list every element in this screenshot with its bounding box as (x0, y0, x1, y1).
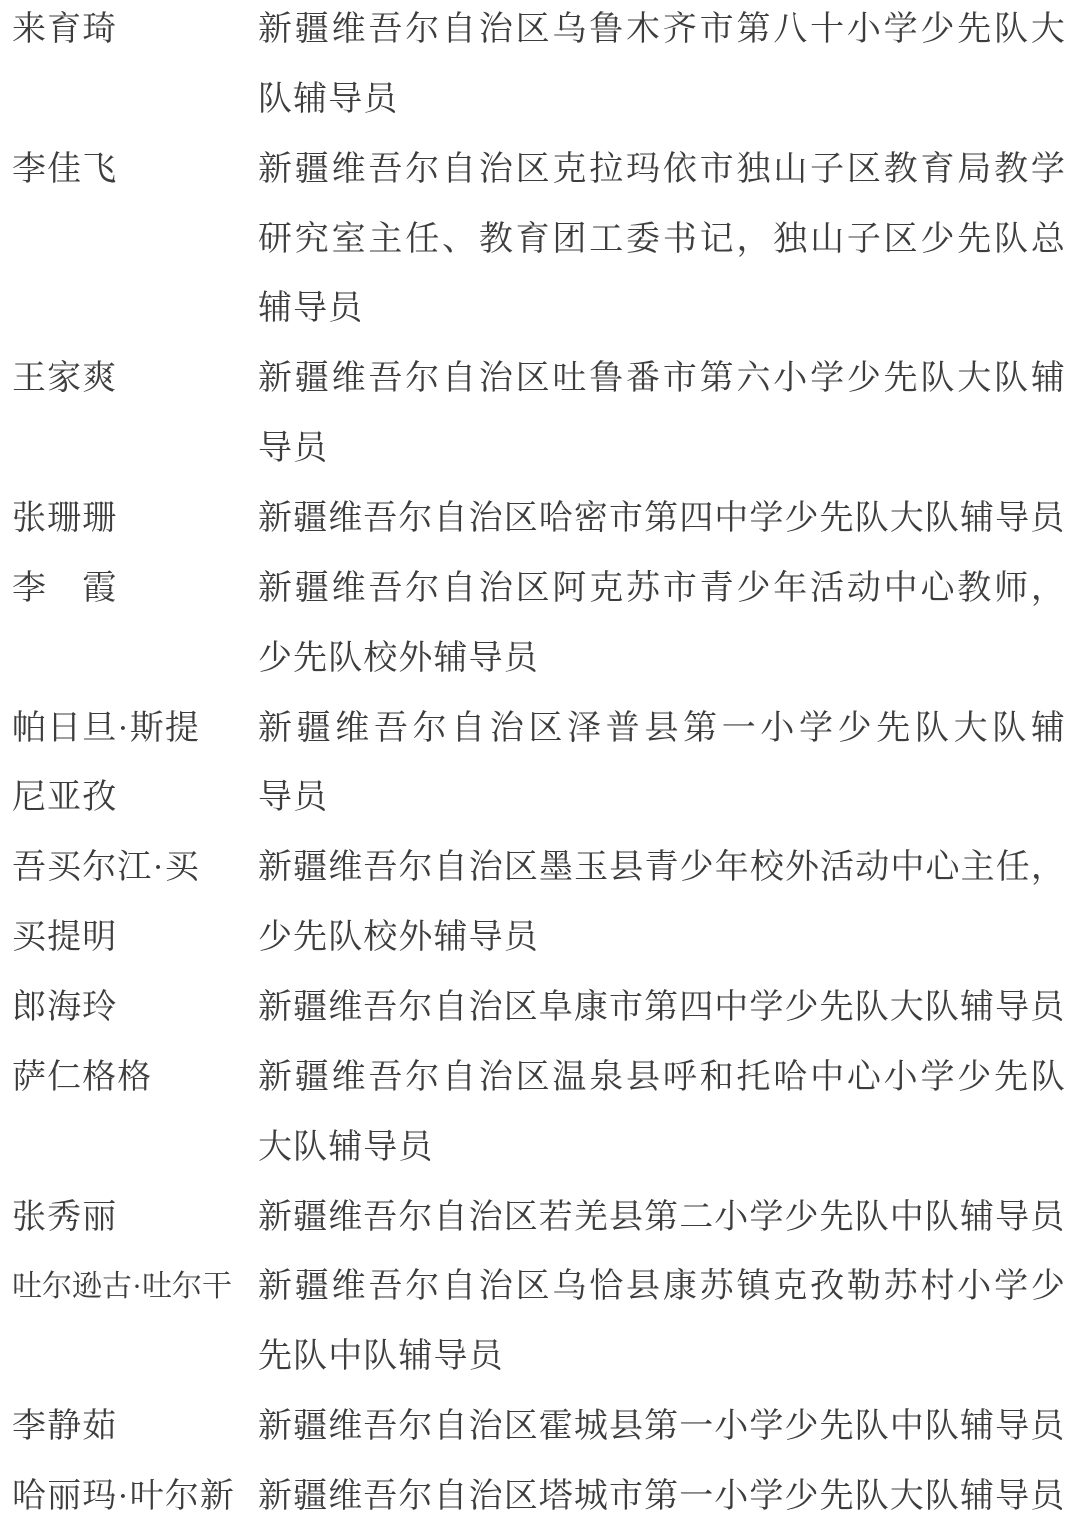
person-name-line: 哈丽玛·叶尔新 (12, 1478, 236, 1516)
person-title-line: 新疆维吾尔自治区霍城县第一小学少先队中队辅导员 (258, 1408, 1066, 1446)
person-title-line: 先队中队辅导员 (258, 1338, 504, 1376)
roster-entry (0, 1043, 1080, 1183)
person-title (258, 973, 1066, 1043)
person-title-line: 新疆维吾尔自治区哈密市第四中学少先队大队辅导员 (258, 500, 1066, 538)
roster-entry (0, 1462, 1080, 1524)
person-name-line: 李佳飞 (12, 150, 118, 188)
person-title-line: 导员 (258, 779, 329, 817)
person-name (0, 135, 258, 205)
person-title-line: 新疆维吾尔自治区墨玉县青少年校外活动中心主任， (258, 849, 1066, 887)
person-name-line: 萨仁格格 (12, 1058, 153, 1096)
roster-entry (0, 135, 1080, 345)
roster-entry (0, 0, 1080, 135)
person-name-line: 张珊珊 (12, 500, 118, 538)
person-name-line: 帕日旦·斯提 (12, 709, 200, 747)
person-title-line: 大队辅导员 (258, 1128, 434, 1166)
person-title-line: 新疆维吾尔自治区乌恰县康苏镇克孜勒苏村小学少 (258, 1268, 1066, 1306)
person-title-line: 新疆维吾尔自治区克拉玛依市独山子区教育局教学 (258, 150, 1066, 188)
person-title-line: 新疆维吾尔自治区塔城市第一小学少先队大队辅导员 (258, 1478, 1066, 1516)
roster-entry (0, 554, 1080, 694)
person-title (258, 554, 1066, 694)
person-name (0, 0, 258, 65)
person-title-line: 导员 (258, 430, 329, 468)
roster-entry (0, 484, 1080, 554)
person-title-line: 新疆维吾尔自治区泽普县第一小学少先队大队辅 (258, 709, 1066, 747)
person-name-line: 吾买尔江·买 (12, 849, 200, 887)
person-name (0, 484, 258, 554)
person-title (258, 135, 1066, 345)
person-name (0, 1183, 258, 1253)
person-name-line: 买提明 (12, 919, 118, 957)
person-name (0, 1252, 258, 1322)
person-title (258, 344, 1066, 484)
person-title (258, 1183, 1066, 1253)
person-name-line: 尼亚孜 (12, 779, 118, 817)
person-title-line: 少先队校外辅导员 (258, 639, 539, 677)
person-name (0, 973, 258, 1043)
person-name (0, 1392, 258, 1462)
person-name (0, 833, 258, 973)
person-title (258, 694, 1066, 834)
roster-entry (0, 1252, 1080, 1392)
roster-entry (0, 694, 1080, 834)
person-title-line: 少先队校外辅导员 (258, 919, 539, 957)
person-title-line: 新疆维吾尔自治区吐鲁番市第六小学少先队大队辅 (258, 360, 1066, 398)
person-title (258, 484, 1066, 554)
person-name-line: 吐尔逊古·吐尔干 (12, 1270, 232, 1304)
person-title-line: 新疆维吾尔自治区若羌县第二小学少先队中队辅导员 (258, 1198, 1066, 1236)
roster-entry (0, 344, 1080, 484)
person-name-line: 张秀丽 (12, 1198, 118, 1236)
person-title (258, 833, 1066, 973)
person-title-line: 队辅导员 (258, 80, 399, 118)
roster-entry (0, 1183, 1080, 1253)
roster-entry (0, 973, 1080, 1043)
person-title (258, 1043, 1066, 1183)
roster-entry (0, 833, 1080, 973)
person-title-line: 新疆维吾尔自治区阿克苏市青少年活动中心教师， (258, 569, 1066, 607)
person-title (258, 0, 1066, 135)
person-title (258, 1252, 1066, 1392)
person-name (0, 694, 258, 834)
person-name (0, 554, 258, 624)
roster-entry (0, 1392, 1080, 1462)
person-name-line: 来育琦 (12, 11, 118, 48)
person-name (0, 1462, 258, 1524)
person-title-line: 研究室主任、教育团工委书记，独山子区少先队总 (258, 220, 1066, 258)
person-title-line: 新疆维吾尔自治区乌鲁木齐市第八十小学少先队大 (258, 11, 1066, 48)
person-name (0, 344, 258, 414)
person-title-line: 新疆维吾尔自治区阜康市第四中学少先队大队辅导员 (258, 989, 1066, 1027)
person-name-line: 郎海玲 (12, 989, 118, 1027)
person-title (258, 1462, 1066, 1524)
person-title (258, 1392, 1066, 1462)
person-title-line: 新疆维吾尔自治区温泉县呼和托哈中心小学少先队 (258, 1058, 1066, 1096)
person-name-line: 李 霞 (12, 569, 118, 607)
person-title-line: 辅导员 (258, 290, 364, 328)
person-name (0, 1043, 258, 1113)
person-name-line: 王家爽 (12, 360, 118, 398)
person-name-line: 李静茹 (12, 1408, 118, 1446)
